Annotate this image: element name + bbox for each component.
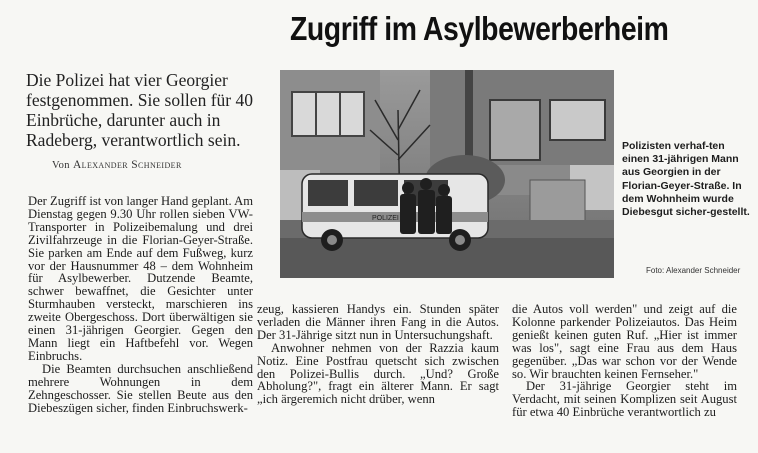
article-column-3 [512, 303, 737, 419]
paragraph: Die Beamten durchsuchen anschließend mehrere Wohnungen in dem Zehngeschosser. Sie stellen Beute aus den Diebeszügen sicher, finden Einbruchswerk- [28, 361, 253, 415]
article-photo [280, 70, 614, 278]
photo-illustration [280, 70, 614, 278]
paragraph: Anwohner nehmen von der Razzia kaum Notiz. Eine Postfrau quetscht sich zwischen den Polizei-Bullis durch. „Und? Große Abholung?", fragt ein älterer Mann. Er sagt „ich ärgeremich nicht drüber, wenn [257, 340, 499, 407]
paragraph: Der Zugriff ist von langer Hand geplant. Am Dienstag gegen 9.30 Uhr rollen sieben VW-Transporter in Polizeibemalung und drei Zivilfahrzeuge in die Florian-Geyer-Straße. Sie parken am Ende auf dem Fußweg, kurz vor der Hausnummer 48 – dem Wohnheim für Asylbewerber. Dutzende Beamte, schwer bewaffnet, die Gesichter unter Sturmhauben versteckt, marschieren ins zweite Obergeschoss. Dort überwältigen sie einen 31-jährigen Georgier. Gegen den Mann liegt ein Haftbefehl vor. Wegen Einbruchs. [28, 194, 254, 363]
byline-prefix: Von [52, 160, 70, 171]
paragraph: Der 31-jährige Georgier steht im Verdacht, mit seinen Komplizen seit August für etwa 40 Einbrüche verantwortlich zu [512, 379, 737, 420]
paragraph: zeug, kassieren Handys ein. Stunden später verladen die Männer ihren Fang in die Autos. Der 31-Jährige sitzt nun in Untersuchungshaft. [257, 302, 499, 342]
article-column-1 [28, 195, 253, 414]
byline-author: Alexander Schneider [72, 159, 182, 171]
teaser [26, 70, 256, 150]
van-text: POLIZEI [372, 215, 399, 222]
photo-credit: Foto: Alexander Schneider [646, 266, 741, 275]
teaser-text: Die Polizei hat vier Georgier festgenommen. Sie sollen für 40 Einbrüche, darunter auch in Radeberg, verantwortlich sein. [26, 70, 253, 150]
headline: Zugriff im Asylbewerberheim [290, 10, 669, 47]
paragraph: die Autos voll werden" und zeigt auf die Kolonne parkender Polizeiautos. Das Heim genießt keinen guten Ruf. „Hier ist immer was los", sagt eine Frau aus dem Haus gegenüber. „Das war schon vor der Wende so. Wir brauchten keinen Fernseher." [512, 302, 737, 381]
photo-caption: Polizisten verhaf-ten einen 31-jährigen Mann aus Georgien in der Florian-Geyer-Straße. In dem Wohnheim wurde Diebesgut sicher-gestellt. [622, 140, 750, 219]
article-column-2 [257, 303, 499, 406]
byline [52, 159, 272, 171]
